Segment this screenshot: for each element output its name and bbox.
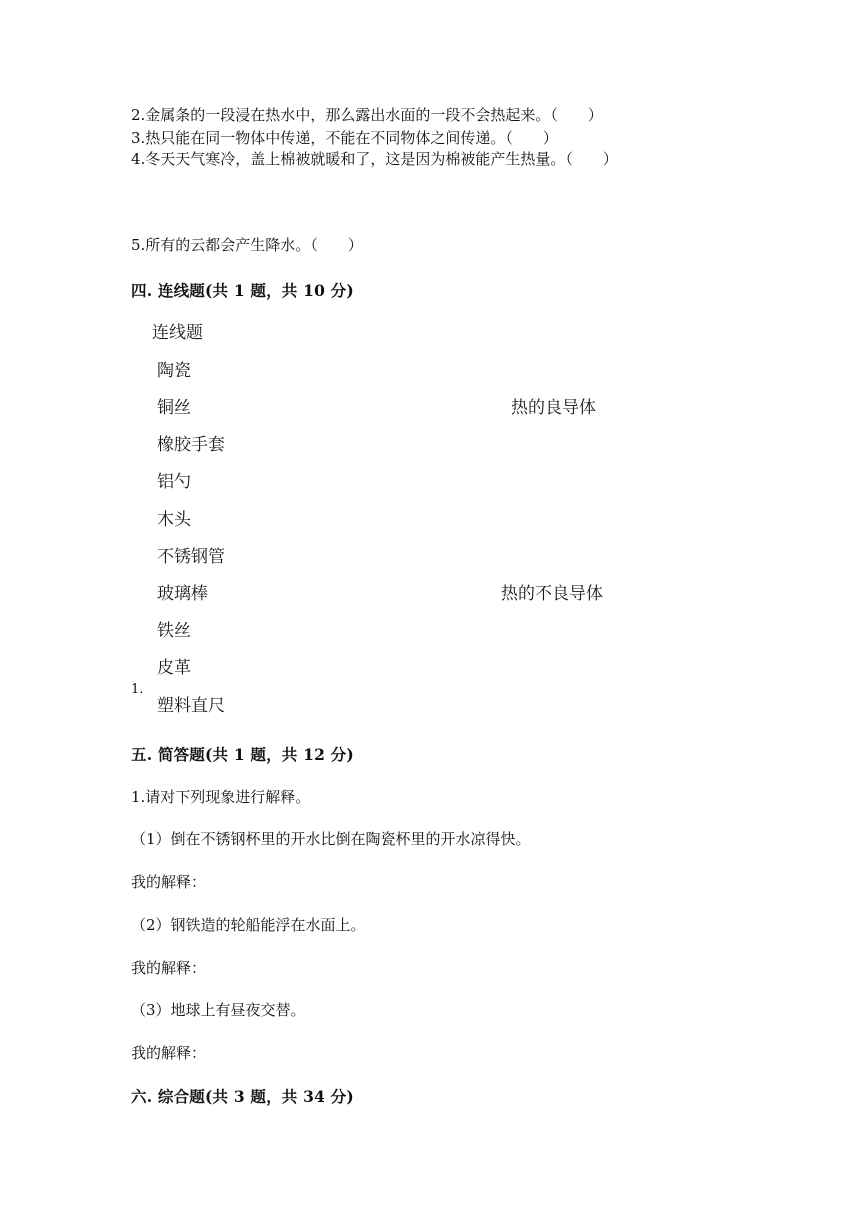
matching-item-aluminum-spoon: 铝勺: [157, 472, 191, 492]
matching-target-good-conductor: 热的良导体: [511, 398, 596, 418]
section-6-heading: 六. 综合题(共 3 题，共 34 分): [131, 1087, 354, 1106]
judgment-question-4: 4.冬天天气寒冷，盖上棉被就暖和了，这是因为棉被能产生热量。（ ）: [131, 150, 618, 168]
short-answer-sub-3: （3）地球上有昼夜交替。: [131, 1001, 306, 1019]
matching-title: 连线题: [152, 323, 203, 343]
matching-item-stainless-pipe: 不锈钢管: [157, 547, 225, 567]
judgment-question-2: 2.金属条的一段浸在热水中，那么露出水面的一段不会热起来。（ ）: [131, 106, 603, 124]
matching-item-iron-wire: 铁丝: [157, 621, 191, 641]
section-4-heading: 四. 连线题(共 1 题，共 10 分): [131, 281, 354, 300]
matching-item-copper-wire: 铜丝: [157, 398, 191, 418]
matching-item-wood: 木头: [157, 510, 191, 530]
matching-question-number: 1.: [131, 682, 144, 697]
short-answer-sub-1: （1）倒在不锈钢杯里的开水比倒在陶瓷杯里的开水凉得快。: [131, 830, 531, 848]
matching-target-poor-conductor: 热的不良导体: [501, 584, 603, 604]
matching-item-rubber-gloves: 橡胶手套: [157, 435, 225, 455]
matching-item-ceramic: 陶瓷: [157, 361, 191, 381]
short-answer-intro: 1.请对下列现象进行解释。: [131, 788, 311, 806]
answer-label-1: 我的解释：: [131, 873, 207, 891]
matching-item-glass-rod: 玻璃棒: [157, 584, 208, 604]
section-5-heading: 五. 简答题(共 1 题，共 12 分): [131, 745, 354, 764]
matching-item-plastic-ruler: 塑料直尺: [157, 696, 225, 716]
judgment-question-3: 3.热只能在同一物体中传递，不能在不同物体之间传递。（ ）: [131, 129, 558, 147]
answer-label-3: 我的解释：: [131, 1044, 207, 1062]
answer-label-2: 我的解释：: [131, 959, 207, 977]
short-answer-sub-2: （2）钢铁造的轮船能浮在水面上。: [131, 916, 366, 934]
judgment-question-5: 5.所有的云都会产生降水。（ ）: [131, 236, 363, 254]
matching-item-leather: 皮革: [157, 658, 191, 678]
